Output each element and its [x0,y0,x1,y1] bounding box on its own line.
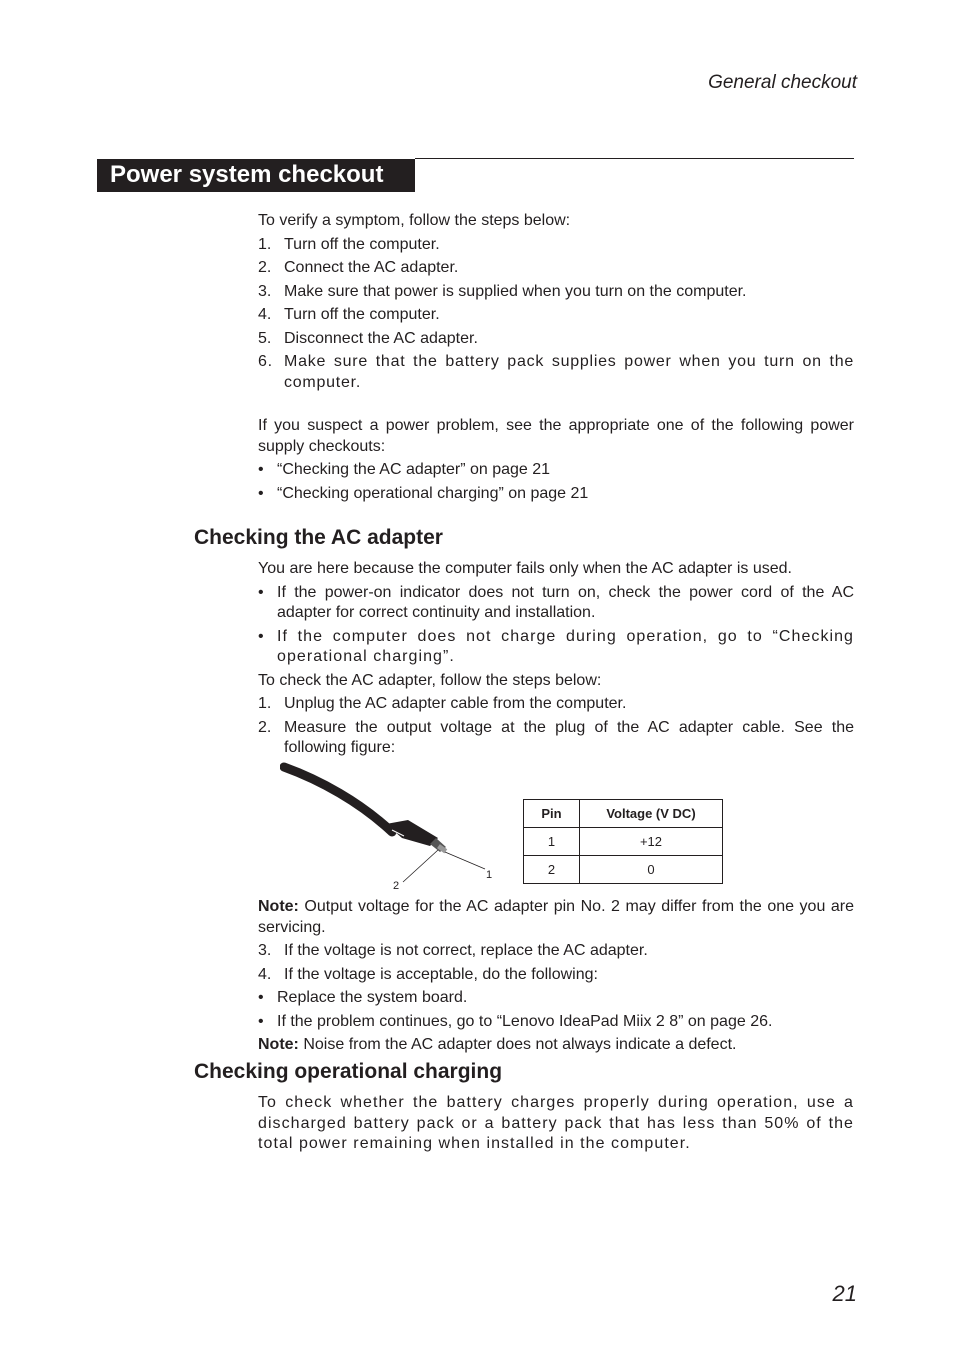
list-item [258,1012,854,1033]
ac-adapter-block [258,559,854,759]
list-item [258,460,854,481]
item-text: If the computer does not charge during operation, go to “Checking operational charging”. [277,627,854,665]
page-number: 21 [832,1281,857,1306]
title-rule [415,158,854,159]
item-number: 2. [258,259,272,276]
item-text: Turn off the computer. [284,235,440,253]
item-number: 4. [258,306,272,323]
item-number: 4. [258,965,272,983]
list-item [258,718,854,759]
bullet: • [258,583,264,601]
ac-adapter-block-continued [258,897,854,1056]
item-number: 3. [258,942,272,959]
item-text: Turn off the computer. [284,306,440,323]
list-item [258,352,854,393]
ac-plug-illustration [280,762,500,897]
item-number: 2. [258,718,272,736]
table-cell: 0 [580,856,723,884]
note-2 [258,1035,854,1056]
heading-ac-adapter: Checking the AC adapter [194,526,443,549]
item-text: Make sure that power is supplied when you turn on the computer. [284,282,747,300]
list-item [258,258,854,279]
bullet: • [258,627,265,645]
list-item [258,941,854,962]
table-cell: +12 [580,828,723,856]
cross-reference: “Checking the AC adapter” on page 21 [277,461,551,478]
bullet: • [258,461,264,478]
list-item [258,305,854,326]
list-item [258,329,854,350]
table-row [524,856,723,884]
bullet: • [258,1012,264,1030]
item-text: If the voltage is not correct, replace the AC adapter. [284,942,648,959]
item-text: Make sure that the battery pack supplies power when you turn on the computer. [284,353,854,391]
list-item [258,627,854,668]
ac-adapter-plug-figure [280,762,500,902]
table-cell: 1 [524,828,580,856]
table-cell: 2 [524,856,580,884]
item-text: Measure the output voltage at the plug of the AC adapter cable. See the following figure: [284,718,854,756]
bullet: • [258,989,264,1006]
intro-block [258,211,854,504]
item-text: Unplug the AC adapter cable from the computer. [284,695,627,712]
table-header-row [524,800,723,828]
column-header: Pin [524,800,580,828]
note-text: Noise from the AC adapter does not always indicate a defect. [298,1036,737,1053]
ac-lead: You are here because the computer fails only when the AC adapter is used. [258,560,792,577]
item-text: If the problem continues, go to “Lenovo IdeaPad Miix 2 8” on page 26. [277,1012,773,1030]
note-label: Note: [258,898,299,915]
list-item [258,484,854,505]
list-item [258,988,854,1009]
item-text: If the voltage is acceptable, do the following: [284,965,598,983]
cross-reference: “Checking operational charging” on page 21 [277,484,589,502]
list-item [258,235,854,256]
list-item [258,583,854,624]
section-title: Power system checkout [97,159,415,192]
item-text: Connect the AC adapter. [284,259,459,276]
item-number: 5. [258,329,272,347]
intro-lead: To verify a symptom, follow the steps below: [258,212,571,229]
item-number: 3. [258,282,272,300]
list-item [258,694,854,715]
heading-operational-charging: Checking operational charging [194,1060,503,1083]
item-text: Disconnect the AC adapter. [284,329,478,347]
suspect-paragraph: If you suspect a power problem, see the appropriate one of the following power supply checkouts: [258,417,854,455]
item-number: 1. [258,695,272,712]
table-row [524,828,723,856]
pin-1-label: 1 [486,869,493,881]
note-text: Output voltage for the AC adapter pin No. 2 may differ from the one you are servicing. [258,898,854,936]
check-lead: To check the AC adapter, follow the steps below: [258,671,602,689]
note-1 [258,897,854,938]
charging-block [258,1093,854,1155]
pin-voltage-table [523,799,723,884]
pin-2-label: 2 [393,880,400,892]
note-label: Note: [258,1036,299,1053]
item-text: Replace the system board. [277,989,468,1006]
running-header: General checkout [708,72,857,93]
list-item [258,965,854,986]
charging-paragraph: To check whether the battery charges properly during operation, use a discharged battery pack or a battery pack that has less than 50% of the total power remaining when installed in the computer. [258,1094,854,1152]
column-header: Voltage (V DC) [580,800,723,828]
item-number: 1. [258,235,272,253]
item-text: If the power-on indicator does not turn on, check the power cord of the AC adapter for correct continuity and installation. [277,583,854,621]
list-item [258,282,854,303]
item-number: 6. [258,353,273,370]
bullet: • [258,484,264,502]
